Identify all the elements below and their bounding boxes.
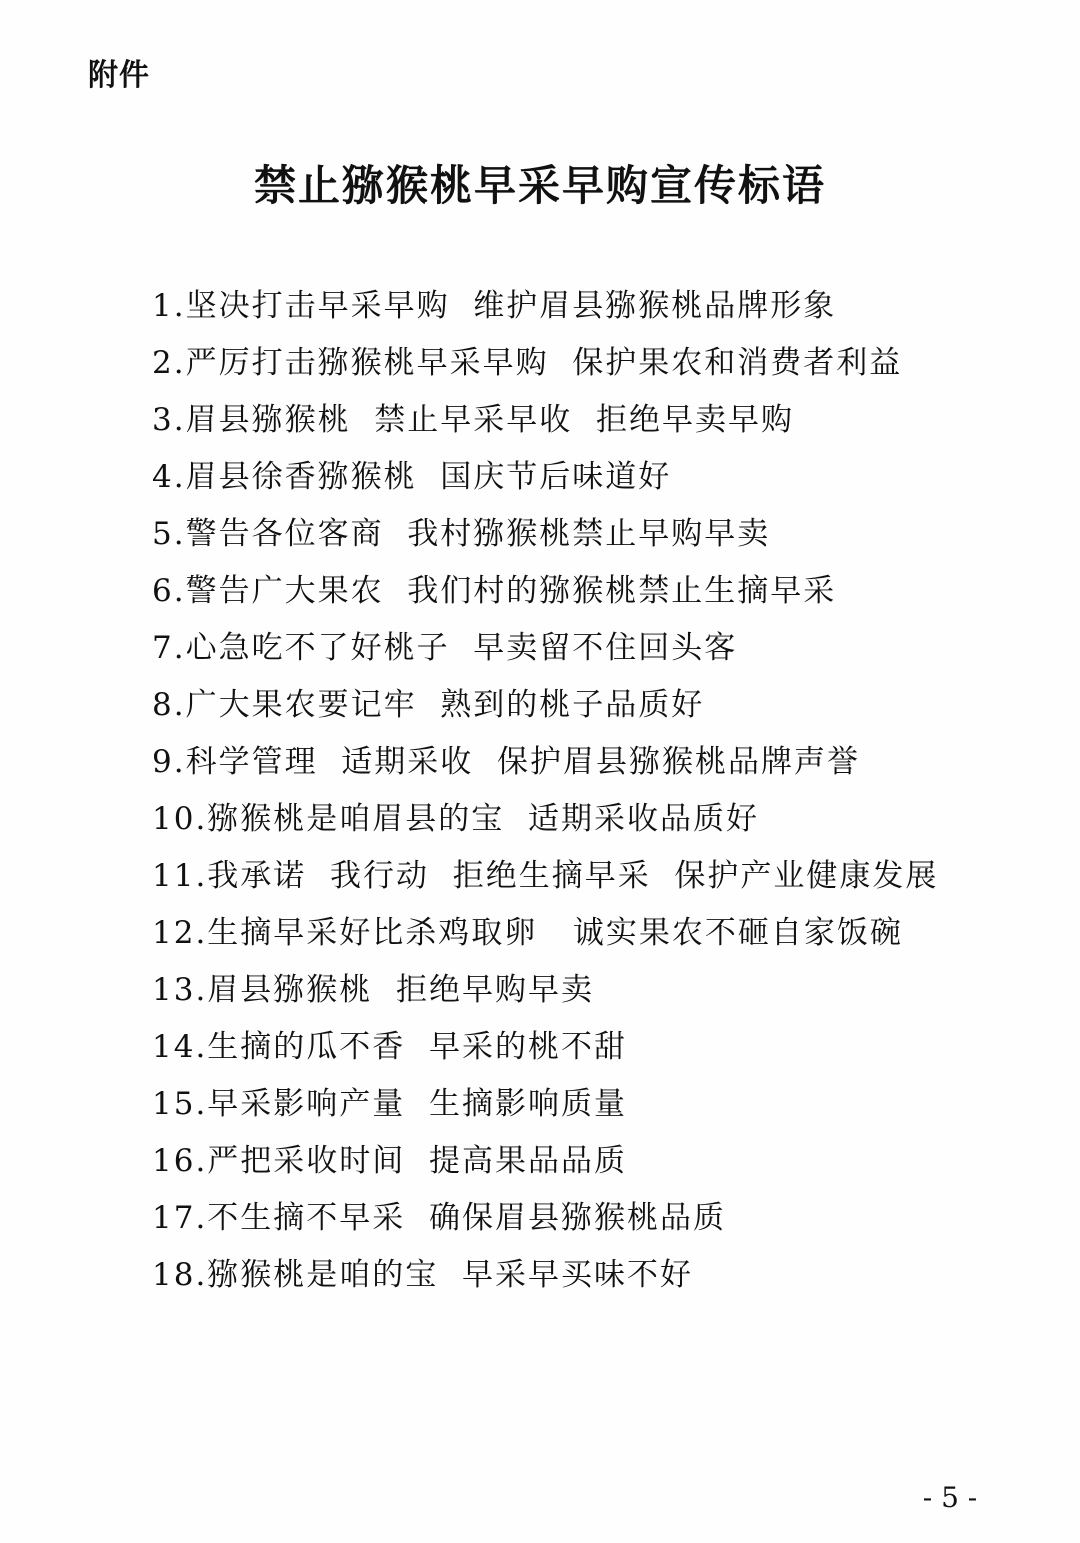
attachment-label: 附件	[88, 58, 150, 93]
slogan-item: 3.眉县猕猴桃 禁止早采早收 拒绝早卖早购	[152, 402, 794, 438]
slogan-item: 12.生摘早采好比杀鸡取卵 诚实果农不砸自家饭碗	[152, 915, 903, 951]
slogan-item: 14.生摘的瓜不香 早采的桃不甜	[152, 1029, 628, 1065]
slogan-item: 2.严厉打击猕猴桃早采早购 保护果农和消费者利益	[152, 345, 903, 381]
slogan-item: 6.警告广大果农 我们村的猕猴桃禁止生摘早采	[152, 573, 837, 609]
slogan-item: 13.眉县猕猴桃 拒绝早购早卖	[152, 972, 595, 1008]
slogan-item: 7.心急吃不了好桃子 早卖留不住回头客	[152, 630, 738, 666]
slogan-item: 15.早采影响产量 生摘影响质量	[152, 1086, 628, 1122]
slogan-item: 5.警告各位客商 我村猕猴桃禁止早购早卖	[152, 516, 771, 552]
slogan-item: 4.眉县徐香猕猴桃 国庆节后味道好	[152, 459, 672, 495]
slogan-list	[152, 278, 1052, 1304]
slogan-item: 9.科学管理 适期采收 保护眉县猕猴桃品牌声誉	[152, 744, 860, 780]
document-title: 禁止猕猴桃早采早购宣传标语	[253, 161, 826, 210]
slogan-item: 11.我承诺 我行动 拒绝生摘早采 保护产业健康发展	[152, 858, 939, 894]
slogan-item: 18.猕猴桃是咱的宝 早采早买味不好	[152, 1257, 694, 1293]
slogan-item: 10.猕猴桃是咱眉县的宝 适期采收品质好	[152, 801, 760, 837]
page-number: - 5 -	[922, 1481, 978, 1514]
slogan-item: 16.严把采收时间 提高果品品质	[152, 1143, 628, 1179]
slogan-item: 1.坚决打击早采早购 维护眉县猕猴桃品牌形象	[152, 288, 837, 324]
slogan-item: 8.广大果农要记牢 熟到的桃子品质好	[152, 687, 705, 723]
slogan-item: 17.不生摘不早采 确保眉县猕猴桃品质	[152, 1200, 727, 1236]
